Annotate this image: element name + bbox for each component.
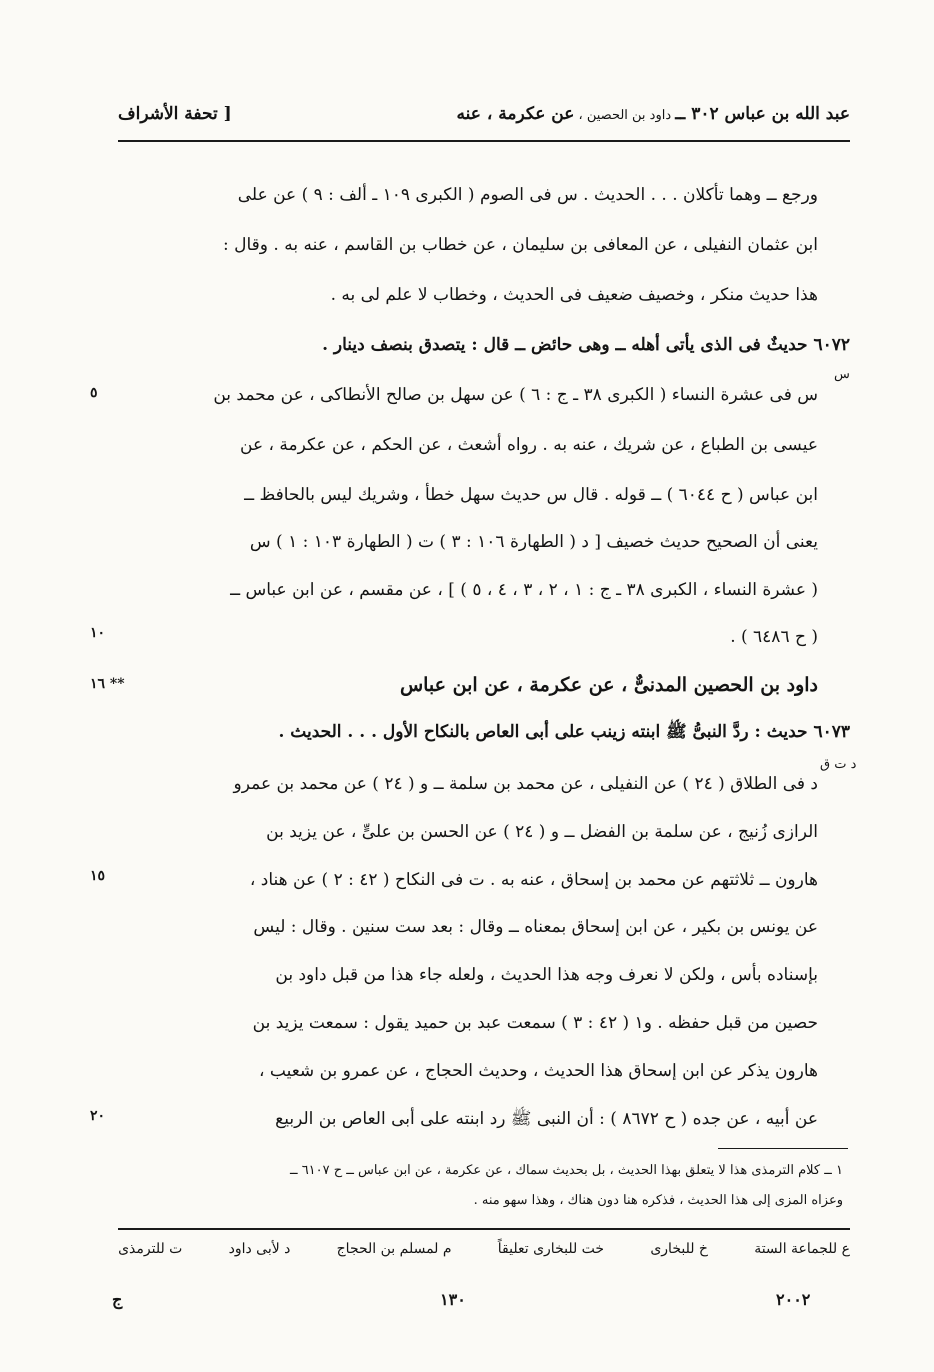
text-line: عن يونس بن بكير ، عن ابن إسحاق بمعناه ــ وقال : بعد ست سنين . وقال : ليس: [253, 917, 818, 937]
abbreviations-rule: [118, 1228, 850, 1230]
page-number: ١٣٠: [440, 1290, 466, 1309]
text-line: عن أبيه ، عن جده ( ح ٨٦٧٢ ) : أن النبى ﷺ رد ابنته على أبى العاص بن الربيع: [275, 1109, 818, 1129]
text-line: ورجع ــ وهما تأكلان . . . الحديث . س فى الصوم ( الكبرى ١٠٩ ـ ألف : ٩ ) عن على: [237, 185, 818, 205]
line-number: ١٥: [90, 868, 106, 884]
text-line: ( عشرة النساء ، الكبرى ٣٨ ـ ج : ١ ، ٢ ، ٣ ، ٤ ، ٥ ) ] ، عن مقسم ، عن ابن عباس ــ: [230, 580, 818, 600]
header-rule: [118, 140, 850, 142]
text-line: هارون ــ ثلاثتهم عن محمد بن إسحاق ، عنه به . ت فى النكاح ( ٤٢ : ٢ ) عن هناد ،: [249, 870, 818, 890]
text-line: ابن عباس ( ح ٦٠٤٤ ) ــ قوله . قال س حديث سهل خطأ ، وشريك ليس بالحافظ ــ: [244, 485, 818, 505]
text-line: هذا حديث منكر ، وخصيف ضعيف فى الحديث ، وخطاب لا علم لى به .: [330, 285, 818, 305]
source-siglum: د ت ق: [820, 757, 857, 772]
hadith-heading-6072: ٦٠٧٢ حديثٌ فى الذى يأتى أهله ــ وهى حائض ــ قال : يتصدق بنصف دينار .: [322, 335, 850, 355]
source-siglum: س: [834, 367, 850, 382]
entry-number: ٢٠٠٢: [776, 1290, 811, 1309]
footnote-rule: [718, 1148, 848, 1149]
line-number: ٥: [90, 385, 98, 401]
abbrev-item: خ للبخارى: [650, 1241, 708, 1257]
abbreviations-key: [118, 1241, 850, 1257]
signature-mark: ج: [112, 1290, 123, 1309]
line-number: ٢٠: [90, 1108, 106, 1124]
text-line: حصين من قبل حفظه . و١ ( ٤٢ : ٣ ) سمعت عبد بن حميد يقول : سمعت يزيد بن: [252, 1013, 818, 1033]
abbrev-item: م لمسلم بن الحجاج: [336, 1241, 452, 1257]
text-line: بإسناده بأس ، ولكن لا نعرف وجه هذا الحديث ، ولعله جاء هذا من قبل داود بن: [275, 965, 818, 985]
text-line: الرازى زُنيج ، عن سلمة بن الفضل ــ و ( ٢٤ ) عن الحسن بن علىٍّ ، عن يزيد بن: [266, 822, 818, 842]
text-line: عيسى بن الطباع ، عن شريك ، عنه به . رواه أشعث ، عن الحكم ، عن عكرمة ، عن: [240, 435, 818, 455]
footnote-line: ١ ــ كلام الترمذى هذا لا يتعلق بهذا الحديث ، بل بحديث سماك ، عن عكرمة ، عن ابن عباس ــ ح ٦١٠٧ ــ: [289, 1163, 843, 1178]
narrator-chain-heading: داود بن الحصين المدنىٌّ ، عن عكرمة ، عن ابن عباس: [399, 674, 818, 696]
text-line: يعنى أن الصحيح حديث خصيف [ د ( الطهارة ١٠٦ : ٣ ) ت ( الطهارة ١٠٣ : ١ ) س: [249, 532, 818, 552]
text-line: ابن عثمان النفيلى ، عن المعافى بن سليمان ، عن خطاب بن القاسم ، عنه به . وقال :: [223, 235, 818, 255]
abbrev-item: ع للجماعة الستة: [754, 1241, 850, 1257]
header-book-title: [ تحفة الأشراف: [118, 104, 232, 124]
hadith-heading-6073: ٦٠٧٣ حديث : ردَّ النبىُّ ﷺ ابنته زينب على أبى العاص بالنكاح الأول . . . الحديث .: [278, 722, 850, 742]
abbrev-item: د لأبى داود: [228, 1241, 291, 1257]
text-line: د فى الطلاق ( ٢٤ ) عن النفيلى ، عن محمد بن سلمة ــ و ( ٢٤ ) عن محمد بن عمرو: [233, 774, 818, 794]
line-number: ١٠: [90, 625, 106, 641]
abbrev-item: ت للترمذى: [118, 1241, 183, 1257]
abbrev-item: خت للبخارى تعليقاً: [497, 1241, 605, 1257]
footnote-line: وعزاه المزى إلى هذا الحديث ، فذكره هنا دون هناك ، وهذا سهو منه .: [473, 1193, 843, 1208]
line-number: ١٦ **: [90, 676, 125, 692]
text-line: س فى عشرة النساء ( الكبرى ٣٨ ـ ج : ٦ ) عن سهل بن صالح الأنطاكى ، عن محمد بن: [213, 385, 818, 405]
text-line: هارون يذكر عن ابن إسحاق هذا الحديث ، وحديث الحجاج ، عن عمرو بن شعيب ،: [259, 1061, 818, 1081]
running-header: [118, 96, 850, 132]
text-line: ( ح ٦٤٨٦ ) .: [730, 627, 818, 647]
header-section-title: عبد الله بن عباس ٣٠٢ ــ داود بن الحصين ، عن عكرمة ، عنه: [456, 104, 850, 124]
